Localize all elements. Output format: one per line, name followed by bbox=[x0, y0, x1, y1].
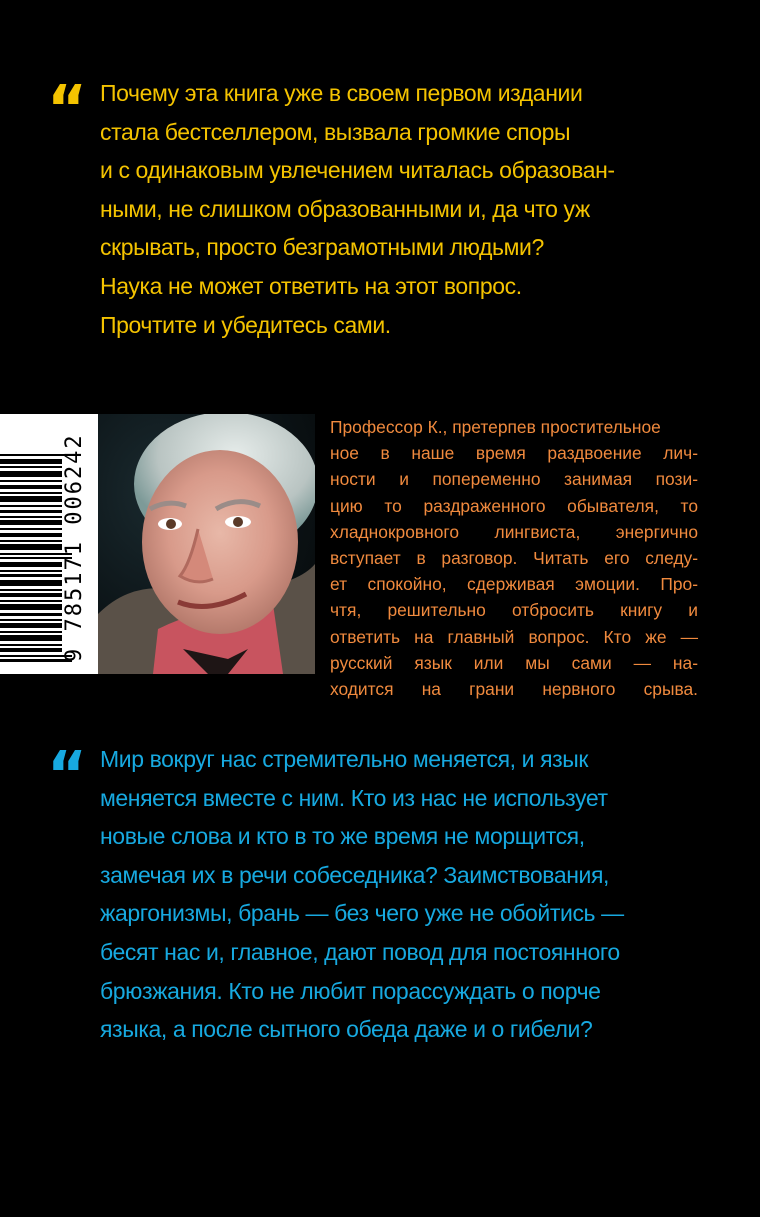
quote-line: Мир вокруг нас стремительно меняется, и язык bbox=[100, 746, 589, 772]
quote-line: скрывать, просто безграмотными людьми? bbox=[100, 234, 544, 261]
bio-line: ное в наше время раздвоение лич- bbox=[330, 443, 698, 464]
quote-block-top bbox=[0, 70, 760, 370]
quote-line: замечая их в речи собеседника? Заимствования, bbox=[100, 861, 610, 888]
isbn-barcode bbox=[0, 414, 98, 674]
author-portrait-icon bbox=[98, 414, 315, 674]
bio-line: ет спокойно, сдерживая эмоции. Про- bbox=[330, 574, 698, 595]
quote-line: Наука не может ответить на этот вопрос. bbox=[100, 272, 522, 299]
bio-line: вступает в разговор. Читать его следу- bbox=[330, 548, 698, 569]
quote-line: стала бестселлером, вызвала громкие споры bbox=[100, 118, 571, 145]
author-bio bbox=[330, 414, 698, 702]
quote-open-icon: “ bbox=[46, 73, 84, 147]
bio-line: чтя, решительно отбросить книгу и bbox=[330, 600, 698, 621]
bio-line: ходится на грани нервного срыва. bbox=[330, 679, 698, 700]
bio-line: русский язык или мы сами — на- bbox=[330, 652, 698, 673]
quote-line: жаргонизмы, брань — без чего уже не обойтись — bbox=[100, 900, 624, 927]
quote-text-bottom bbox=[100, 740, 624, 1049]
bio-line: хладнокровного лингвиста, энергично bbox=[330, 521, 698, 542]
bio-line: ности и попеременно занимая пози- bbox=[330, 469, 698, 490]
quote-text-top bbox=[100, 74, 615, 344]
bio-line: ответить на главный вопрос. Кто же — bbox=[330, 626, 698, 647]
quote-line: и с одинаковым увлечением читалась образован- bbox=[100, 157, 615, 184]
quote-line: Прочтите и убедитесь сами. bbox=[100, 311, 391, 338]
quote-line: языка, а после сытного обеда даже и о гибели? bbox=[100, 1016, 593, 1043]
isbn-digits: 9 785171 006242 bbox=[62, 433, 87, 662]
quote-open-icon: “ bbox=[46, 739, 84, 813]
quote-line: ными, не слишком образованными и, да что уж bbox=[100, 195, 590, 222]
author-photo bbox=[98, 414, 315, 674]
quote-line: брюзжания. Кто не любит порассуждать о порче bbox=[100, 977, 601, 1004]
quote-line: Почему эта книга уже в своем первом издании bbox=[100, 80, 583, 106]
quote-line: меняется вместе с ним. Кто из нас не использует bbox=[100, 784, 608, 811]
bio-line: цию то раздраженного обывателя, то bbox=[330, 495, 698, 516]
bio-line: Профессор К., претерпев простительное bbox=[330, 417, 661, 437]
quote-line: бесят нас и, главное, дают повод для постоянного bbox=[100, 938, 620, 965]
quote-line: новые слова и кто в то же время не морщится, bbox=[100, 823, 585, 850]
quote-block-bottom bbox=[0, 738, 760, 1068]
